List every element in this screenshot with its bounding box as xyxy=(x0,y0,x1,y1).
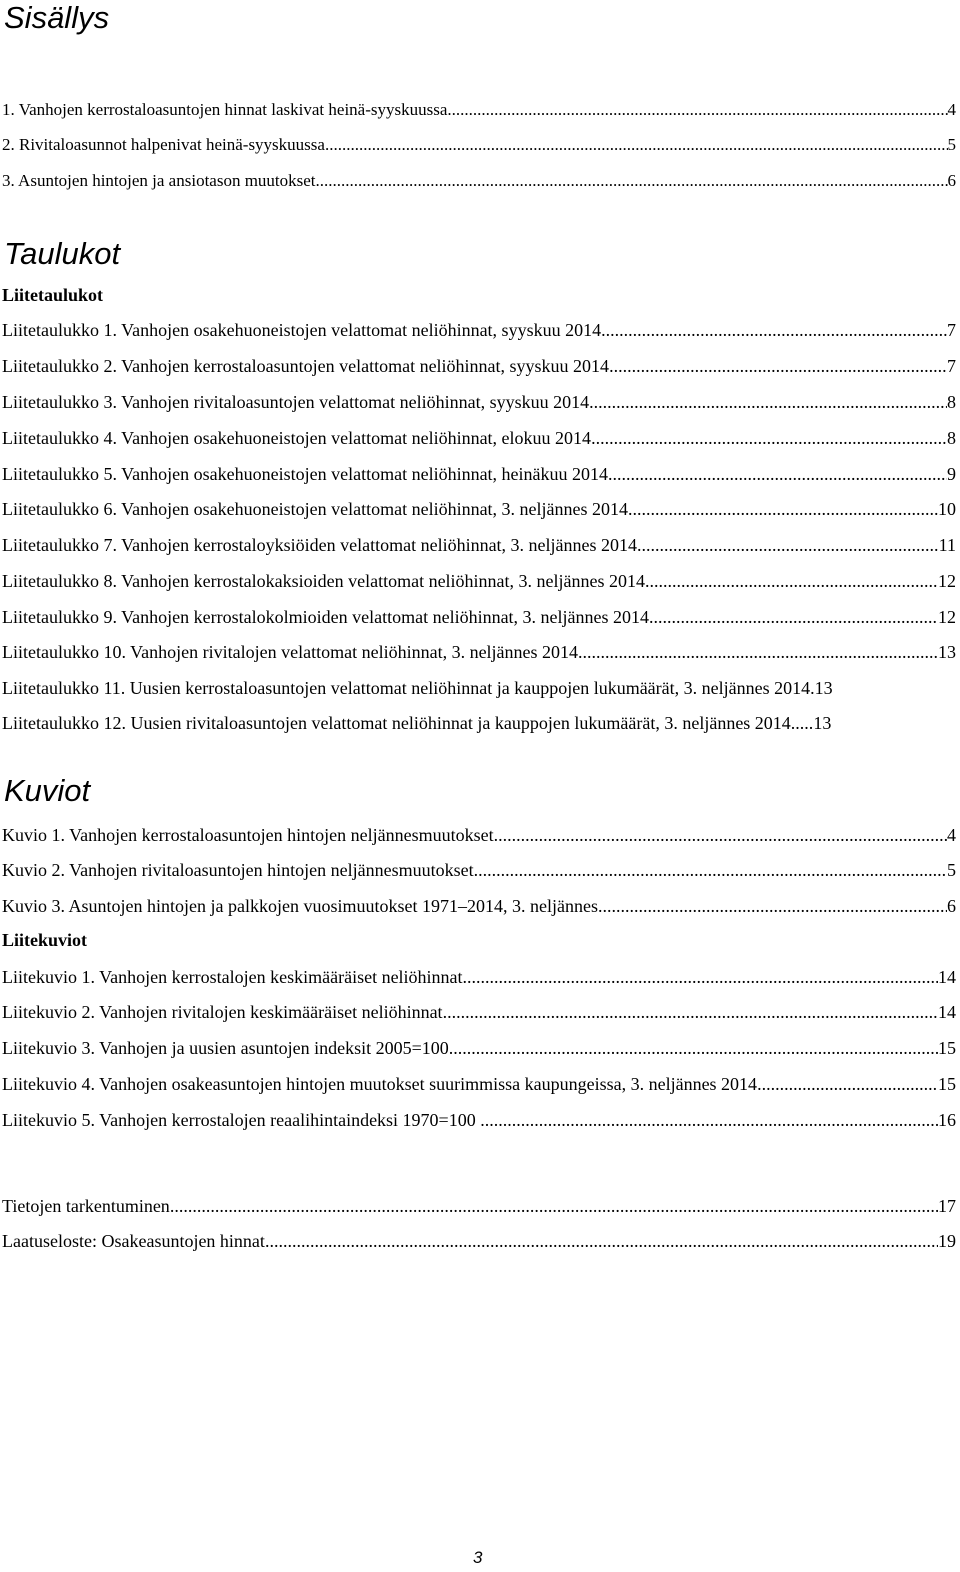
toc-entry-label: Liitetaulukko 11. Uusien kerrostaloasuntojen velattomat neliöhinnat ja kauppojen lukumäärät, 3. neljännes 2014. xyxy=(2,678,815,698)
toc-entry[interactable] xyxy=(2,427,956,449)
toc-entry-page: 9 xyxy=(947,464,956,484)
toc-entry-page: 7 xyxy=(947,356,956,376)
toc-entry-page: 6 xyxy=(947,896,956,916)
toc-entry[interactable] xyxy=(2,319,956,341)
page-number: 3 xyxy=(473,1548,483,1567)
contents-heading: Sisällys xyxy=(4,0,110,35)
toc-entry-label: Liitetaulukko 10. Vanhojen rivitalojen velattomat neliöhinnat, 3. neljännes 2014 xyxy=(2,642,579,662)
toc-entry[interactable] xyxy=(2,641,956,663)
toc-entry-page: 17 xyxy=(938,1196,956,1216)
toc-entry-label: 1. Vanhojen kerrostaloasuntojen hinnat laskivat heinä-syyskuussa xyxy=(2,100,448,119)
dot-leader xyxy=(474,859,947,881)
dot-leader xyxy=(494,824,947,846)
toc-entry-page: 14 xyxy=(938,967,956,987)
toc-entry-label: Liitetaulukko 3. Vanhojen rivitaloasuntojen velattomat neliöhinnat, syyskuu 2014 xyxy=(2,392,590,412)
toc-entry-label: Kuvio 1. Vanhojen kerrostaloasuntojen hintojen neljännesmuutokset xyxy=(2,825,494,845)
toc-entry[interactable] xyxy=(2,99,956,121)
toc-entry[interactable] xyxy=(2,1109,956,1131)
toc-entry[interactable] xyxy=(2,712,956,734)
toc-entry-label: Liitetaulukko 2. Vanhojen kerrostaloasuntojen velattomat neliöhinnat, syyskuu 2014 xyxy=(2,356,610,376)
toc-entry-label: Laatuseloste: Osakeasuntojen hinnat xyxy=(2,1231,265,1251)
tables-heading: Taulukot xyxy=(4,236,121,271)
toc-entry[interactable] xyxy=(2,570,956,592)
toc-entry-page: 15 xyxy=(938,1074,956,1094)
dot-leader xyxy=(265,1230,938,1252)
toc-entry-label: Liitetaulukko 7. Vanhojen kerrostaloyksiöiden velattomat neliöhinnat, 3. neljännes 2014 xyxy=(2,535,638,555)
dot-leader xyxy=(609,355,947,377)
toc-entry-page: 8 xyxy=(947,392,956,412)
dot-leader xyxy=(480,1109,938,1131)
toc-entry-label: Kuvio 3. Asuntojen hintojen ja palkkojen vuosimuutokset 1971–2014, 3. neljännes xyxy=(2,896,598,916)
toc-entry-label: Liitekuvio 3. Vanhojen ja uusien asuntojen indeksit 2005=100 xyxy=(2,1038,449,1058)
dot-leader xyxy=(637,534,939,556)
toc-entry[interactable] xyxy=(2,463,956,485)
toc-entry-label: Kuvio 2. Vanhojen rivitaloasuntojen hintojen neljännesmuutokset xyxy=(2,860,474,880)
toc-entry-page: 10 xyxy=(938,499,956,519)
dot-leader xyxy=(589,391,947,413)
dot-leader xyxy=(449,1037,938,1059)
toc-entry-label: Liitetaulukko 6. Vanhojen osakehuoneistojen velattomat neliöhinnat, 3. neljännes 2014 xyxy=(2,499,629,519)
toc-entry[interactable] xyxy=(2,1073,956,1095)
appendix-figures-subheading: Liitekuviot xyxy=(2,930,88,950)
dot-leader xyxy=(443,1001,938,1023)
toc-entry[interactable] xyxy=(2,534,956,556)
dot-leader xyxy=(649,606,938,628)
toc-entry-label: Tietojen tarkentuminen xyxy=(2,1196,170,1216)
toc-entry[interactable] xyxy=(2,134,956,156)
toc-entry[interactable] xyxy=(2,1001,956,1023)
toc-entry-label: Liitetaulukko 8. Vanhojen kerrostalokaksioiden velattomat neliöhinnat, 3. neljännes 2014 xyxy=(2,571,646,591)
toc-entry-page: 14 xyxy=(938,1002,956,1022)
dot-leader xyxy=(591,427,947,449)
dot-leader xyxy=(628,498,938,520)
toc-entry[interactable] xyxy=(2,677,956,699)
toc-entry-page: 12 xyxy=(938,607,956,627)
toc-entry-page: 4 xyxy=(947,825,956,845)
toc-entry-label: Liitetaulukko 5. Vanhojen osakehuoneistojen velattomat neliöhinnat, heinäkuu 2014 xyxy=(2,464,609,484)
toc-entry[interactable] xyxy=(2,824,956,846)
toc-entry-label: Liitetaulukko 4. Vanhojen osakehuoneistojen velattomat neliöhinnat, elokuu 2014 xyxy=(2,428,592,448)
dot-leader xyxy=(447,99,947,121)
toc-entry-label: Liitetaulukko 9. Vanhojen kerrostalokolmioiden velattomat neliöhinnat, 3. neljännes 2014 xyxy=(2,607,650,627)
toc-entry-label: Liitekuvio 4. Vanhojen osakeasuntojen hintojen muutokset suurimmissa kaupungeissa, 3. neljännes 2014 xyxy=(2,1074,758,1094)
toc-entry-page: 8 xyxy=(947,428,956,448)
appendix-tables-subheading: Liitetaulukot xyxy=(2,285,104,305)
dot-leader xyxy=(601,319,947,341)
toc-entry-label: Liitetaulukko 12. Uusien rivitaloasuntojen velattomat neliöhinnat ja kauppojen lukumäärät, 3. neljännes 2014..... xyxy=(2,713,814,733)
toc-entry-label: Liitetaulukko 1. Vanhojen osakehuoneistojen velattomat neliöhinnat, syyskuu 2014 xyxy=(2,320,602,340)
toc-entry-label: Liitekuvio 2. Vanhojen rivitalojen keskimääräiset neliöhinnat xyxy=(2,1002,443,1022)
toc-entry-page: 19 xyxy=(938,1231,956,1251)
toc-entry[interactable] xyxy=(2,966,956,988)
dot-leader xyxy=(170,1195,938,1217)
toc-entry[interactable] xyxy=(2,1037,956,1059)
dot-leader xyxy=(578,641,938,663)
figures-heading: Kuviot xyxy=(4,773,91,808)
toc-entry-page: 12 xyxy=(938,571,956,591)
toc-entry[interactable] xyxy=(2,391,956,413)
toc-entry-page: 5 xyxy=(947,860,956,880)
toc-entry-page: 7 xyxy=(947,320,956,340)
toc-entry-label: Liitekuvio 1. Vanhojen kerrostalojen keskimääräiset neliöhinnat xyxy=(2,967,463,987)
dot-leader xyxy=(325,134,948,156)
toc-entry-page: 13 xyxy=(938,642,956,662)
dot-leader xyxy=(757,1073,938,1095)
toc-entry-label: 2. Rivitaloasunnot halpenivat heinä-syyskuussa xyxy=(2,135,325,154)
toc-entry-page: 5 xyxy=(947,135,956,154)
toc-entry-page: 16 xyxy=(938,1110,956,1130)
dot-leader xyxy=(598,895,947,917)
dot-leader xyxy=(320,170,948,192)
toc-entry-page: 11 xyxy=(938,535,956,555)
toc-entry[interactable] xyxy=(2,1195,956,1217)
dot-leader xyxy=(608,463,947,485)
toc-entry-page: 6 xyxy=(947,171,956,190)
toc-entry[interactable] xyxy=(2,1230,956,1252)
toc-entry[interactable] xyxy=(2,170,956,192)
toc-entry[interactable] xyxy=(2,895,956,917)
toc-entry[interactable] xyxy=(2,859,956,881)
toc-entry-page: 4 xyxy=(947,100,956,119)
toc-entry-page: 15 xyxy=(938,1038,956,1058)
toc-entry-label: 3. Asuntojen hintojen ja ansiotason muutokset. xyxy=(2,171,320,190)
dot-leader xyxy=(645,570,938,592)
toc-entry-label: Liitekuvio 5. Vanhojen kerrostalojen reaalihintaindeksi 1970=100 xyxy=(2,1110,481,1130)
toc-entry[interactable] xyxy=(2,355,956,377)
toc-entry-page: 13 xyxy=(814,678,833,698)
toc-entry[interactable] xyxy=(2,606,956,628)
dot-leader xyxy=(463,966,938,988)
toc-entry[interactable] xyxy=(2,498,956,520)
toc-entry-page: 13 xyxy=(813,713,832,733)
